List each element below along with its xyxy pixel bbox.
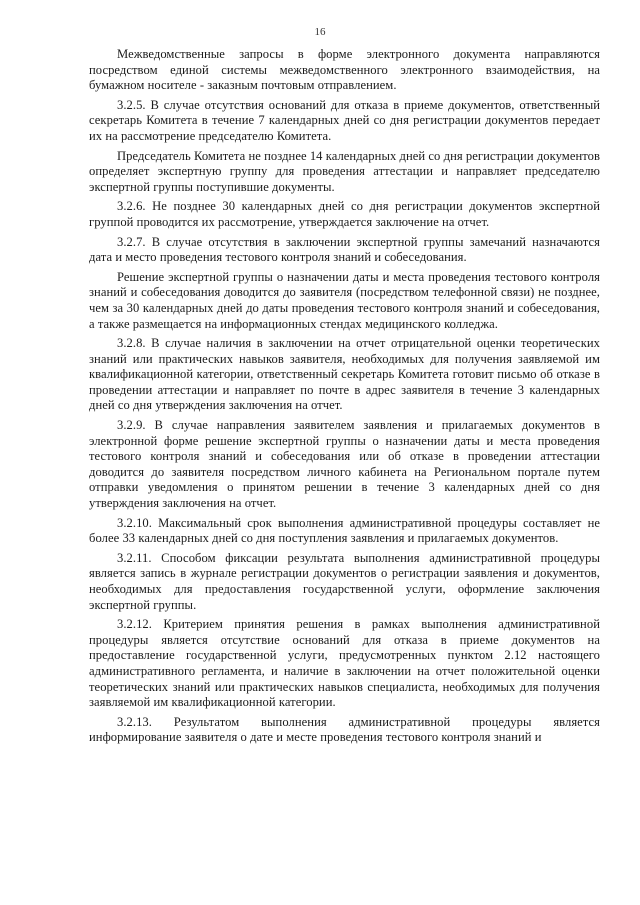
paragraph-3-2-7: 3.2.7. В случае отсутствия в заключении экспертной группы замечаний назначаются дата и место проведения тестового контроля знаний и собеседования.	[89, 234, 600, 265]
paragraph-3-2-6: 3.2.6. Не позднее 30 календарных дней со дня регистрации документов экспертной группой проводится их рассмотрение, утверждается заключение на отчет.	[89, 199, 600, 229]
paragraph-3-2-8: 3.2.8. В случае наличия в заключении на отчет отрицательной оценки теоретических знаний или практических навыков заявителя, необходимых для получения заявляемой им квалификационной категории, ответственный секретарь Комитета готовит письмо об отказе в проведении аттестации и направляет по почте в адрес заявителя в течение 3 календарных дней со дня утверждения заключения на отчет.	[89, 336, 600, 413]
paragraph-3-2-13: 3.2.13. Результатом выполнения административной процедуры является информирование заявителя о дате и месте проведения тестового контроля знаний и	[89, 714, 600, 745]
page-number: 16	[314, 26, 326, 38]
paragraph-decision-notification: Решение экспертной группы о назначении даты и места проведения тестового контроля знаний и собеседования доводится до заявителя (посредством телефонной связи) не позднее, чем за 30 календарных дней до даты проведения тестового контроля знаний и собеседования, а также размещается на информационных стендах медицинского колледжа.	[89, 269, 600, 331]
paragraph-interagency-requests: Межведомственные запросы в форме электронного документа направляются посредством единой системы межведомственного электронного взаимодействия, на бумажном носителе - заказным почтовым отправлением.	[89, 47, 600, 93]
paragraph-3-2-10: 3.2.10. Максимальный срок выполнения административной процедуры составляет не более 33 календарных дней со дня поступления заявления и прилагаемых документов.	[89, 515, 600, 546]
document-body	[89, 47, 600, 746]
paragraph-3-2-5: 3.2.5. В случае отсутствия оснований для отказа в приеме документов, ответственный секретарь Комитета в течение 7 календарных дней со дня регистрации документов передает их на рассмотрение председателю Комитета.	[89, 97, 600, 143]
paragraph-3-2-12: 3.2.12. Критерием принятия решения в рамках выполнения административной процедуры является отсутствие оснований для отказа в приеме документов на предоставление государственной услуги, предусмотренных пунктом 2.12 настоящего административного регламента, и наличие в заключении на отчет положительной оценки теоретических знаний или практических навыков специалиста, необходимых для получения заявляемой им квалификационной категории.	[89, 617, 600, 710]
paragraph-3-2-9: 3.2.9. В случае направления заявителем заявления и прилагаемых документов в электронной форме решение экспертной группы о назначении даты и места проведения тестового контроля знаний и собеседования или об отказе в проведении аттестации доводится до заявителя посредством личного кабинета на Региональном портале путем отправки уведомления о принятом решении в течение 3 календарных дней со дня утверждения заключения на отчет.	[89, 418, 600, 511]
paragraph-chairman-expert-group: Председатель Комитета не позднее 14 календарных дней со дня регистрации документов определяет экспертную группу для проведения аттестации и направляет председателю экспертной группы поступившие документы.	[89, 148, 600, 194]
paragraph-3-2-11: 3.2.11. Способом фиксации результата выполнения административной процедуры является запись в журнале регистрации документов о регистрации заявления и документов, необходимых для предоставления государственной услуги, оформление заключения экспертной группы.	[89, 550, 600, 612]
